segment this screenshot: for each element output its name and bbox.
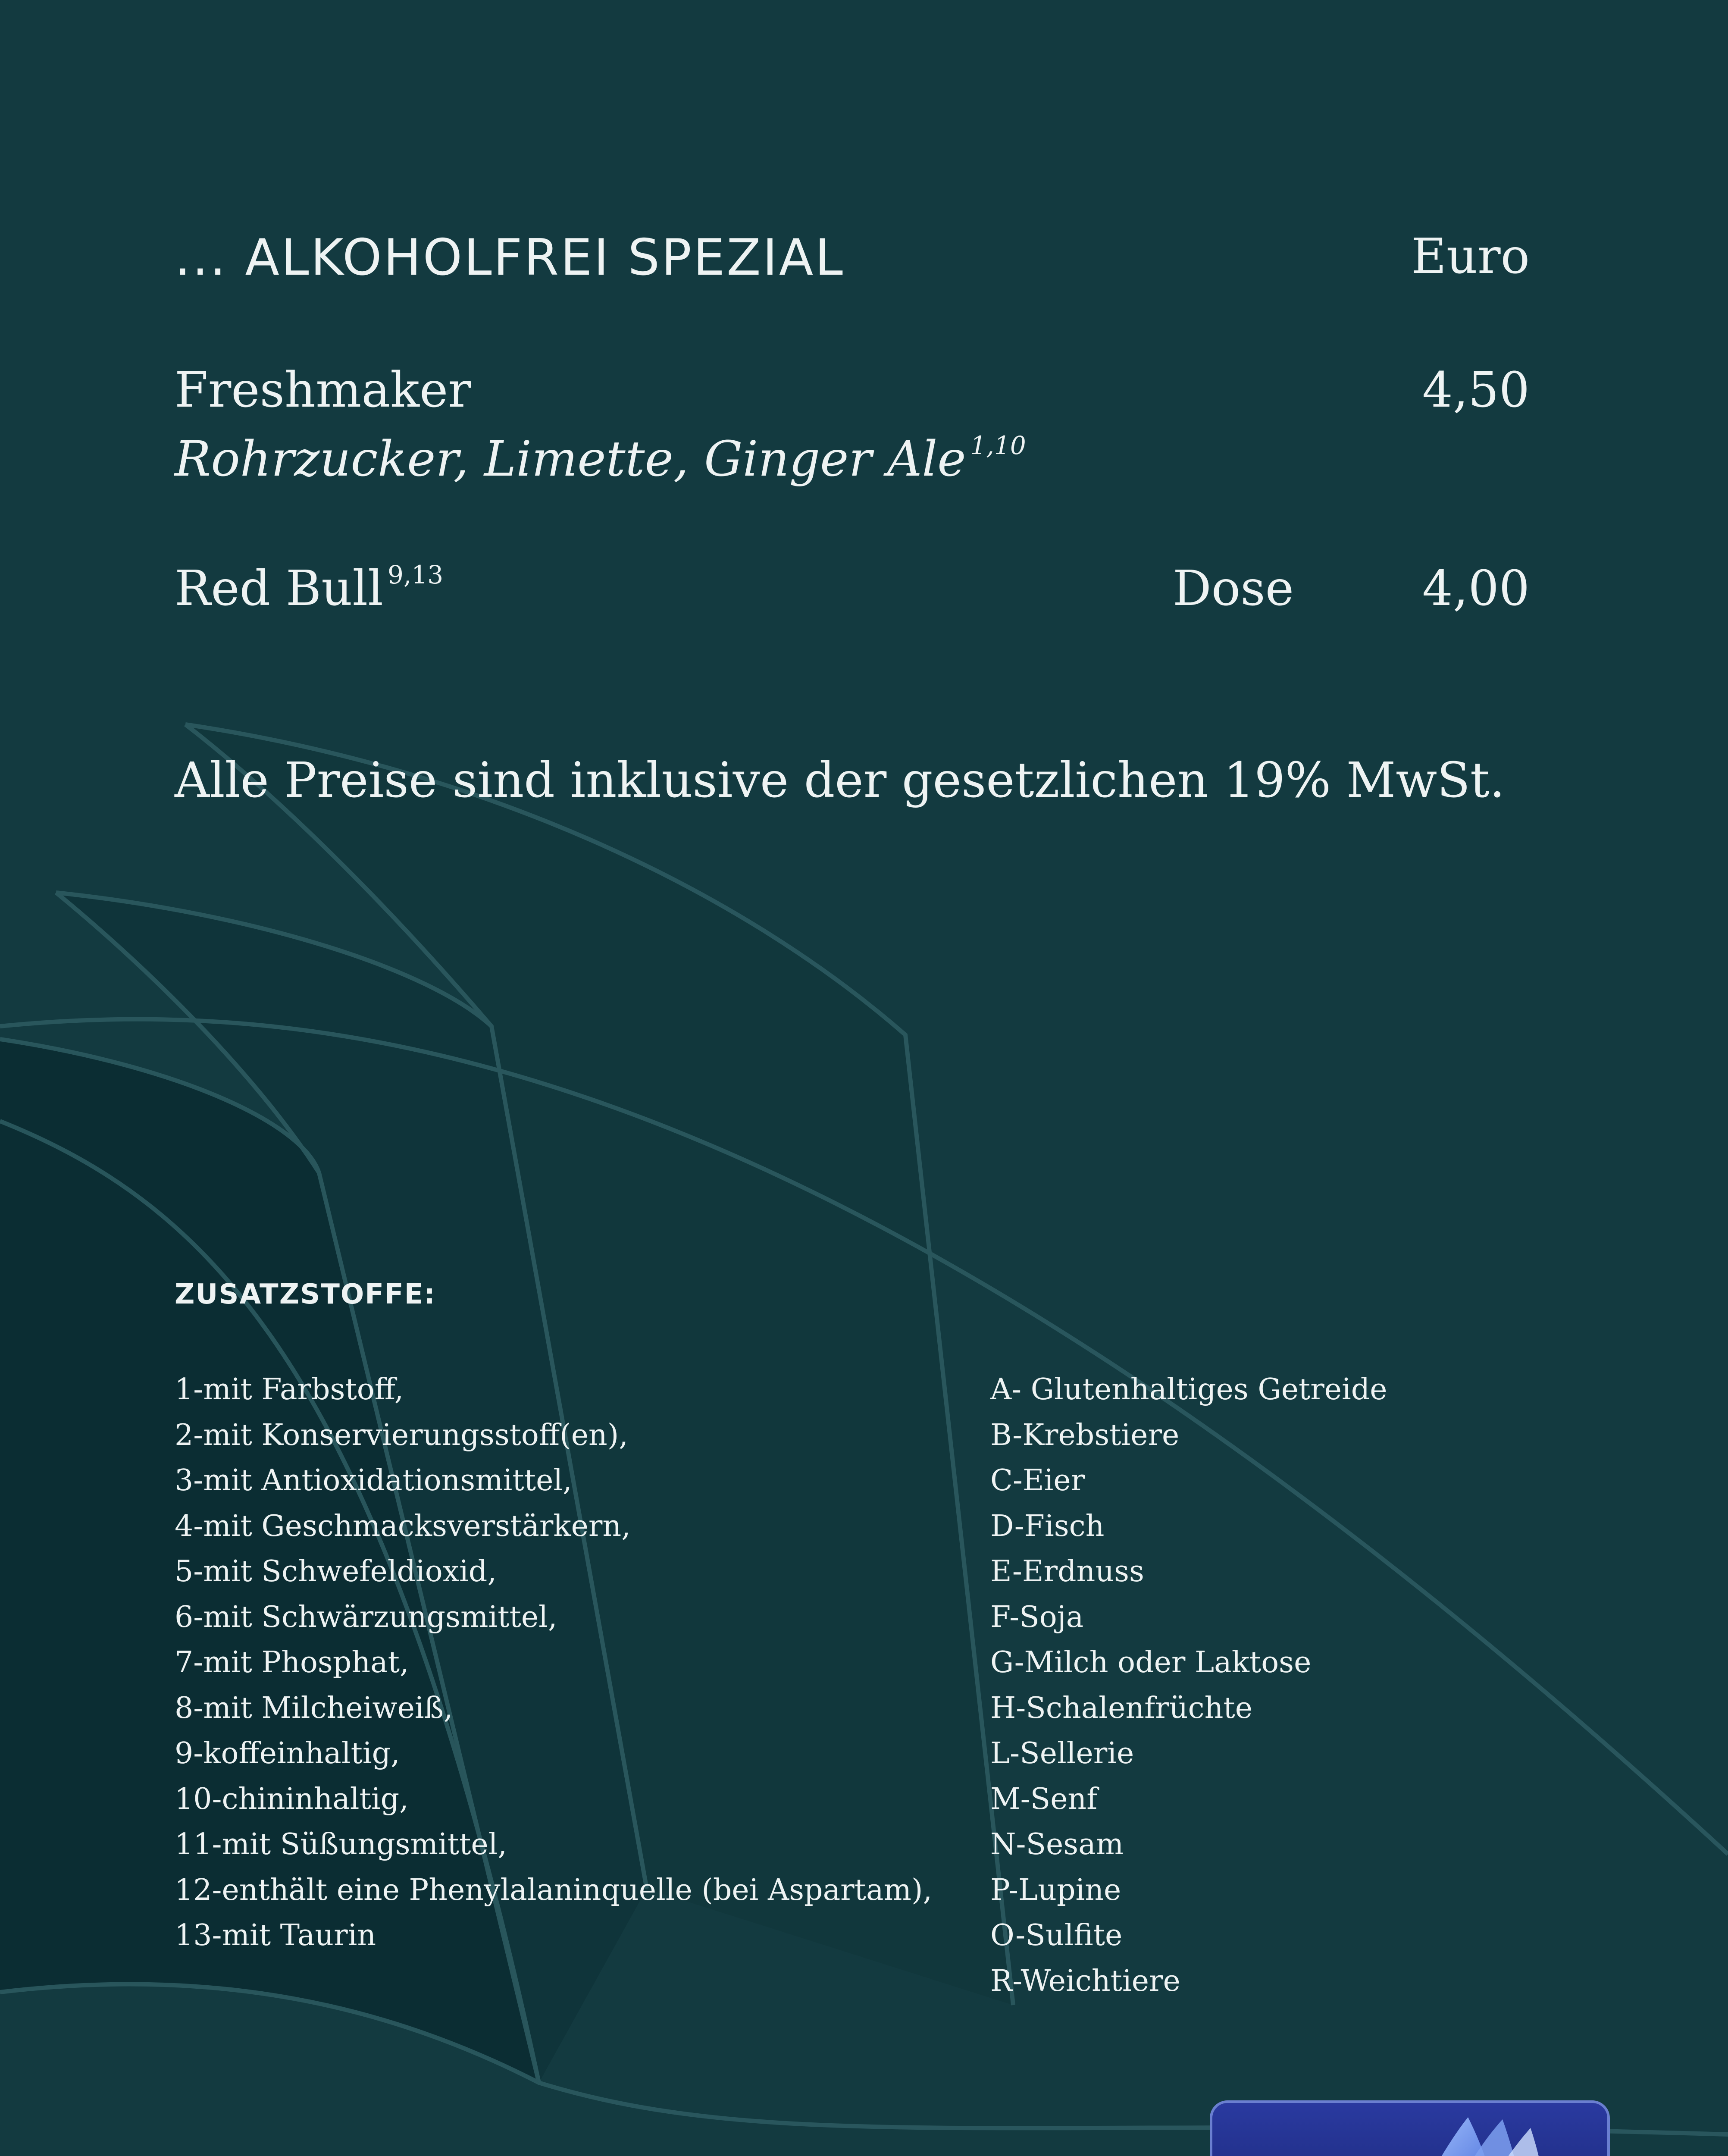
- list-item: O-Sulfite: [990, 1918, 1123, 1952]
- list-item: 13-mit Taurin: [175, 1918, 376, 1952]
- item-price-redbull: 4,00: [1422, 561, 1530, 617]
- item-name-superscript: 9,13: [387, 560, 444, 589]
- item-name-text: Red Bull: [175, 561, 383, 617]
- list-item: N-Sesam: [990, 1827, 1124, 1861]
- item-name-redbull: [175, 561, 443, 617]
- list-item: H-Schalenfrüchte: [990, 1691, 1252, 1725]
- allergens-list: [990, 1367, 1387, 2004]
- list-item: 7-mit Phosphat,: [175, 1645, 409, 1680]
- elbsegler-logo: [1209, 2100, 1610, 2156]
- list-item: D-Fisch: [990, 1509, 1105, 1543]
- list-item: 10-chininhaltig,: [175, 1782, 409, 1816]
- list-item: 9-koffeinhaltig,: [175, 1736, 400, 1771]
- list-item: L-Sellerie: [990, 1736, 1134, 1771]
- list-item: 1-mit Farbstoff,: [175, 1373, 404, 1407]
- list-item: 5-mit Schwefeldioxid,: [175, 1554, 497, 1589]
- list-item: 4-mit Geschmacksverstärkern,: [175, 1509, 631, 1543]
- list-item: R-Weichtiere: [990, 1964, 1180, 1998]
- list-item: 11-mit Süßungsmittel,: [175, 1827, 507, 1861]
- item-size-redbull: Dose: [1173, 561, 1294, 617]
- list-item: C-Eier: [990, 1463, 1085, 1498]
- vat-note: Alle Preise sind inklusive der gesetzlichen 19% MwSt.: [175, 752, 1505, 808]
- item-description-text: Rohrzucker, Limette, Ginger Ale: [175, 431, 966, 487]
- currency-label: Euro: [1411, 229, 1530, 285]
- list-item: E-Erdnuss: [990, 1554, 1144, 1589]
- list-item: 6-mit Schwärzungsmittel,: [175, 1600, 557, 1634]
- list-item: 3-mit Antioxidationsmittel,: [175, 1463, 572, 1498]
- additives-title: ZUSATZSTOFFE:: [175, 1279, 436, 1310]
- item-name-freshmaker: Freshmaker: [175, 362, 471, 418]
- section-title: ... ALKOHOLFREI SPEZIAL: [175, 229, 845, 287]
- item-description-superscript: 1,10: [970, 431, 1026, 460]
- list-item: A- Glutenhaltiges Getreide: [990, 1373, 1387, 1407]
- item-price-freshmaker: 4,50: [1422, 362, 1530, 418]
- item-description-freshmaker: [175, 431, 1026, 487]
- list-item: 2-mit Konservierungsstoff(en),: [175, 1418, 628, 1452]
- list-item: G-Milch oder Laktose: [990, 1645, 1312, 1680]
- list-item: 8-mit Milcheiweiß,: [175, 1691, 453, 1725]
- list-item: M-Senf: [990, 1782, 1098, 1816]
- list-item: F-Soja: [990, 1600, 1084, 1634]
- list-item: 12-enthält eine Phenylalaninquelle (bei Aspartam),: [175, 1873, 933, 1907]
- list-item: P-Lupine: [990, 1873, 1121, 1907]
- logo-graphic: [1209, 2100, 1610, 2156]
- list-item: B-Krebstiere: [990, 1418, 1180, 1452]
- additives-numbered-list: [175, 1367, 932, 1959]
